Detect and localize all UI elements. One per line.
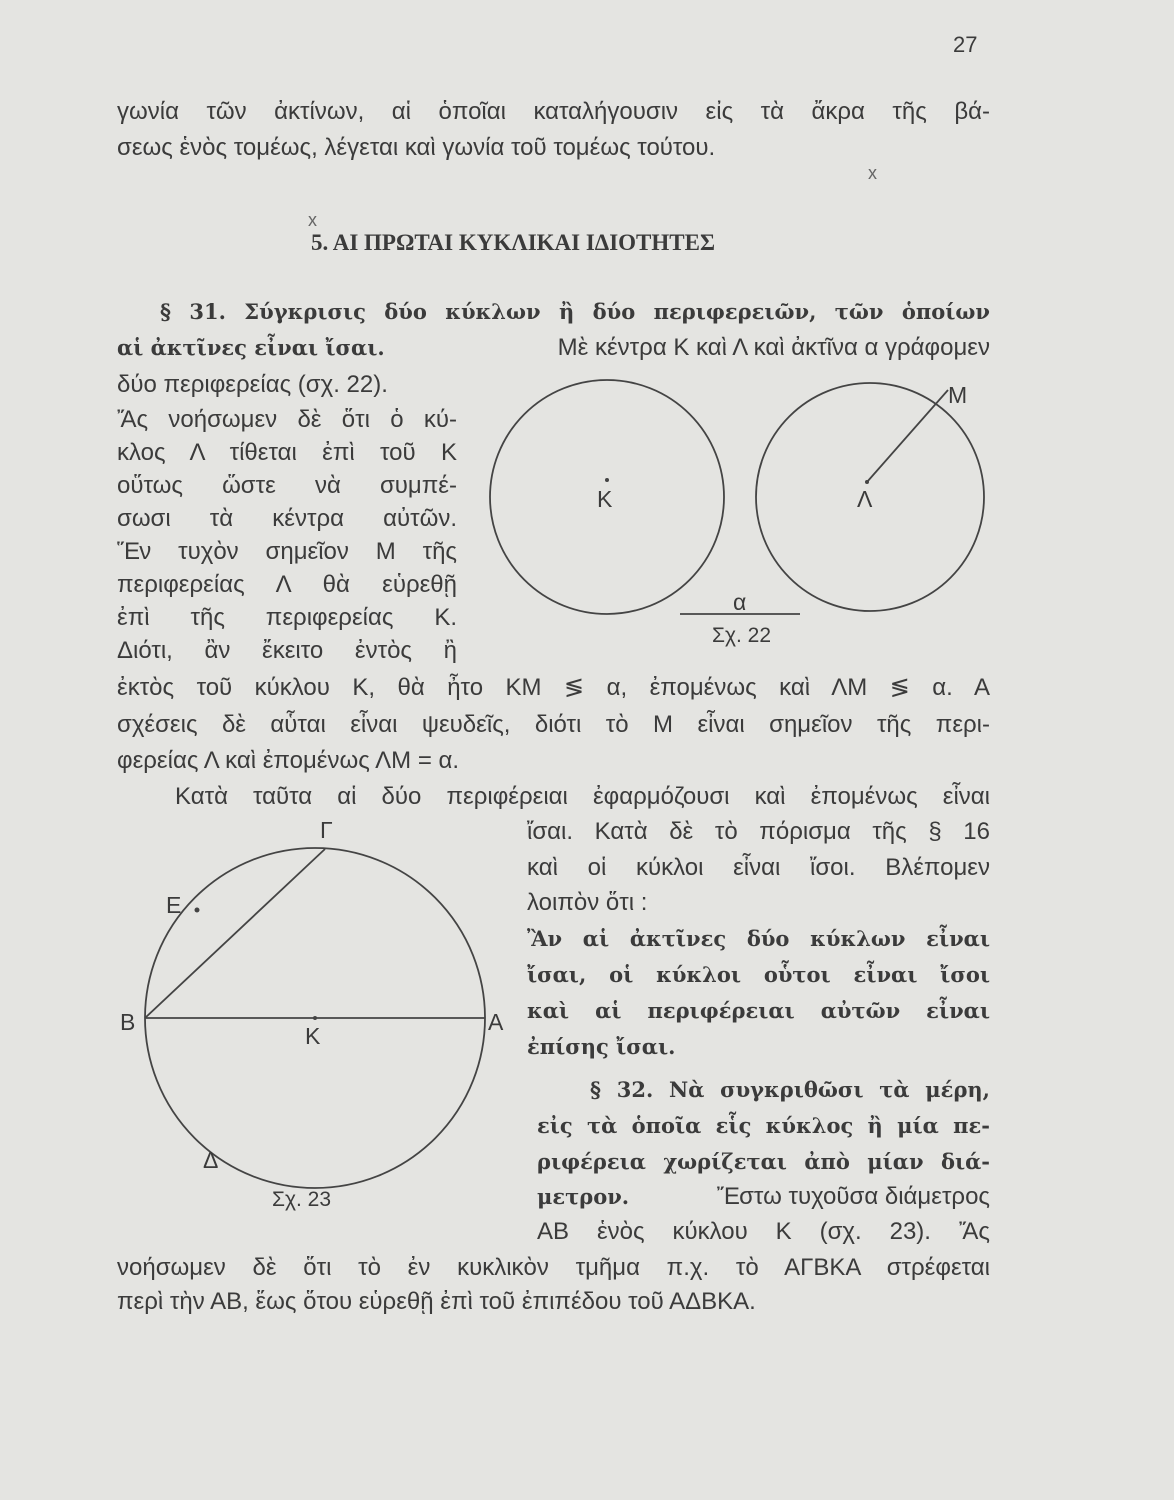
text-line: ΑΒ ἑνὸς κύκλου Κ (σχ. 23). Ἄς [537,1218,990,1245]
theorem-line: ἴσαι, οἱ κύκλοι οὗτοι εἶναι ἴσοι [527,962,990,987]
center-dot-k [605,478,609,482]
label-b: Β [120,1009,136,1035]
radius-lm [867,390,948,482]
section-heading: 5. ΑΙ ΠΡΩΤΑΙ ΚΥΚΛΙΚΑΙ ΙΔΙΟΤΗΤΕΣ [311,230,716,255]
text-line: οὕτως ὥστε νὰ συμπέ- [117,472,457,499]
label-a: Α [488,1009,504,1035]
text-line: καὶ οἱ κύκλοι εἶναι ἴσοι. Βλέπομεν [527,854,990,881]
theorem-line: ἐπίσης ἴσαι. [527,1034,676,1059]
center-dot-l [865,480,869,484]
text-line: περὶ τὴν ΑΒ, ἕως ὅτου εὑρεθῇ ἐπὶ τοῦ ἐπιπέδου τοῦ ΑΔΒΚΑ. [117,1288,756,1315]
text-span: Ἔστω τυχοῦσα διάμετρος [716,1183,990,1210]
para32-title: εἰς τὰ ὁποῖα εἷς κύκλος ἢ μία πε- [537,1113,990,1138]
figure-caption: Σχ. 22 [712,624,772,647]
center-dot-k23 [313,1016,317,1020]
label-k23: Κ [305,1023,321,1049]
text-line: περιφερείας Λ θὰ εὑρεθῇ [117,571,457,598]
text-line: νοήσωμεν δὲ ὅτι τὸ ἐν κυκλικὸν τμῆμα π.χ. τὸ ΑΓΒΚΑ στρέφεται [117,1254,990,1281]
text-line: Κατὰ ταῦτα αἱ δύο περιφέρειαι ἐφαρμόζουσι καὶ ἐπομένως εἶναι [175,783,990,810]
text-line: Διότι, ἂν ἔκειτο ἐντὸς ἢ [117,637,457,664]
figure-caption: Σχ. 23 [272,1188,332,1211]
text-line: ἴσαι. Κατὰ δὲ τὸ πόρισμα τῆς § 16 [527,818,990,845]
label-e: Ε [166,892,182,918]
para32-title: ριφέρεια χωρίζεται ἀπὸ μίαν διά- [537,1149,990,1174]
point-e [195,908,200,913]
label-delta: Δ [203,1147,219,1173]
para31-title: § 31. Σύγκρισις δύο κύκλων ἢ δύο περιφερειῶν, τῶν ὁποίων [160,299,990,324]
radius-label: α [733,589,747,615]
text-line: Ἄς νοήσωμεν δὲ ὅτι ὁ κύ- [117,406,457,433]
theorem-line: Ἂν αἱ ἀκτῖνες δύο κύκλων εἶναι [527,926,990,951]
text-line: γωνία τῶν ἀκτίνων, αἱ ὁποῖαι καταλήγουσιν εἰς τὰ ἄκρα τῆς βά- [117,98,990,125]
text-span: Μὲ κέντρα Κ καὶ Λ καὶ ἀκτῖνα α γράφομεν [557,334,990,361]
text-line: σωσι τὰ κέντρα αὐτῶν. [117,505,457,532]
label-k: Κ [597,486,613,512]
text-line: ἐκτὸς τοῦ κύκλου Κ, θὰ ἦτο ΚΜ ≶ α, ἐπομένως καὶ ΛΜ ≶ α. Α [117,674,990,701]
page-number: 27 [953,32,978,57]
margin-mark: x [868,163,877,183]
text-line: σχέσεις δὲ αὗται εἶναι ψευδεῖς, διότι τὸ Μ εἶναι σημεῖον τῆς περι- [117,711,990,738]
theorem-line: καὶ αἱ περιφέρειαι αὐτῶν εἶναι [527,998,990,1023]
text-line: σεως ἑνὸς τομέως, λέγεται καὶ γωνία τοῦ τομέως τούτου. [117,134,716,161]
para32-title-end: μετρον. [537,1184,630,1209]
text-line: ἐπὶ τῆς περιφερείας Κ. [117,604,457,631]
text-line: λοιπὸν ὅτι : [527,889,648,916]
text-line: φερείας Λ καὶ ἐπομένως ΛΜ = α. [117,747,460,774]
label-gamma: Γ [320,817,333,843]
chord-bg [145,849,325,1018]
label-m: Μ [948,382,968,408]
para32-title: § 32. Νὰ συγκριθῶσι τὰ μέρη, [590,1077,990,1102]
para31-title-end: αἱ ἀκτῖνες εἶναι ἴσαι. [117,335,385,360]
text-line: κλος Λ τίθεται ἐπὶ τοῦ Κ [117,439,457,466]
margin-mark: x [308,210,317,230]
label-lambda: Λ [857,486,873,512]
text-line: δύο περιφερείας (σχ. 22). [117,371,388,398]
text-line: Ἕν τυχὸν σημεῖον Μ τῆς [117,538,457,565]
